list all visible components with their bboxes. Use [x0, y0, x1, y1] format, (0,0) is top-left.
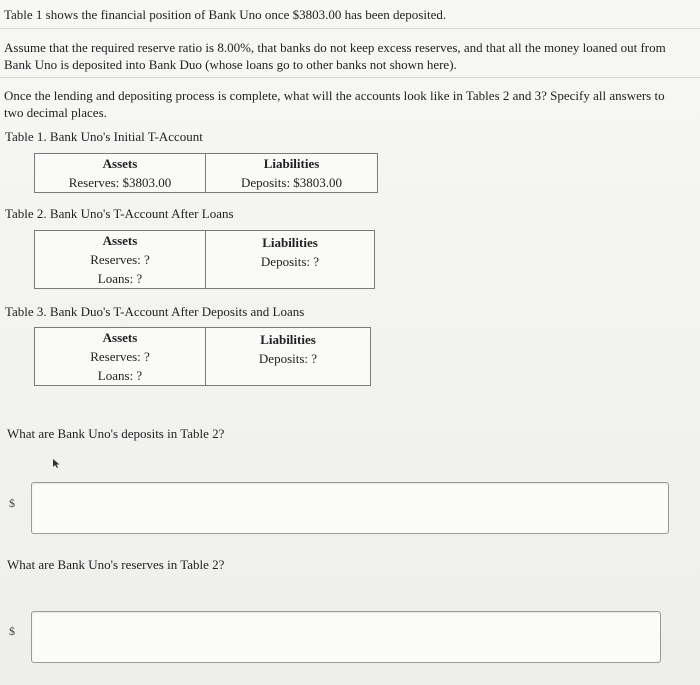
question-reserves: What are Bank Uno's reserves in Table 2? [7, 557, 225, 572]
table1-assets-header: Assets [102, 156, 138, 171]
table2-loans: Loans: ? [97, 271, 143, 286]
deposits-answer-input[interactable] [31, 482, 669, 534]
table2-t-account [34, 230, 375, 289]
table1-caption: Table 1. Bank Uno's Initial T-Account [5, 129, 203, 144]
table3-assets-cell [35, 328, 206, 386]
table2-liabilities-header: Liabilities [262, 235, 318, 250]
currency-symbol: $ [9, 624, 15, 638]
table3-deposits: Deposits: ? [258, 351, 318, 366]
table3-reserves: Reserves: ? [90, 349, 150, 364]
table3-liabilities-header: Liabilities [260, 332, 316, 347]
table2-reserves: Reserves: ? [90, 252, 150, 267]
table2-deposits: Deposits: ? [260, 254, 320, 269]
table3-loans: Loans: ? [97, 368, 143, 383]
intro-line-1: Table 1 shows the financial position of Bank Uno once $3803.00 has been deposited. [4, 7, 447, 22]
table1-deposits: Deposits: $3803.00 [240, 175, 343, 190]
table2-assets-header: Assets [102, 233, 138, 248]
intro-line-3b: two decimal places. [4, 105, 107, 120]
table1-assets-cell [35, 154, 206, 193]
table3-t-account [34, 327, 371, 386]
reserves-answer-input[interactable] [31, 611, 661, 663]
mouse-pointer-icon [52, 458, 61, 469]
currency-symbol: $ [9, 496, 15, 510]
table3-caption: Table 3. Bank Duo's T-Account After Deposits and Loans [5, 304, 305, 319]
intro-line-2b: Bank Uno is deposited into Bank Duo (whose loans go to other banks not shown here). [4, 57, 457, 72]
table1-liabilities-header: Liabilities [263, 156, 320, 171]
table2-assets-cell [35, 231, 206, 289]
table3-assets-header: Assets [102, 330, 138, 345]
question-deposits: What are Bank Uno's deposits in Table 2? [7, 426, 225, 441]
table1-t-account [34, 153, 378, 193]
table3-liabilities-cell [206, 328, 371, 386]
table1-reserves: Reserves: $3803.00 [68, 175, 172, 190]
table2-caption: Table 2. Bank Uno's T-Account After Loans [5, 206, 234, 221]
intro-line-2a: Assume that the required reserve ratio is 8.00%, that banks do not keep excess reserves, and that all the money loaned out from [4, 40, 666, 55]
divider [0, 28, 700, 29]
table2-liabilities-cell [206, 231, 375, 289]
table1-liabilities-cell [206, 154, 378, 193]
intro-line-3a: Once the lending and depositing process is complete, what will the accounts look like in Tables 2 and 3? Specify all answers to [4, 88, 665, 103]
divider [0, 77, 700, 78]
